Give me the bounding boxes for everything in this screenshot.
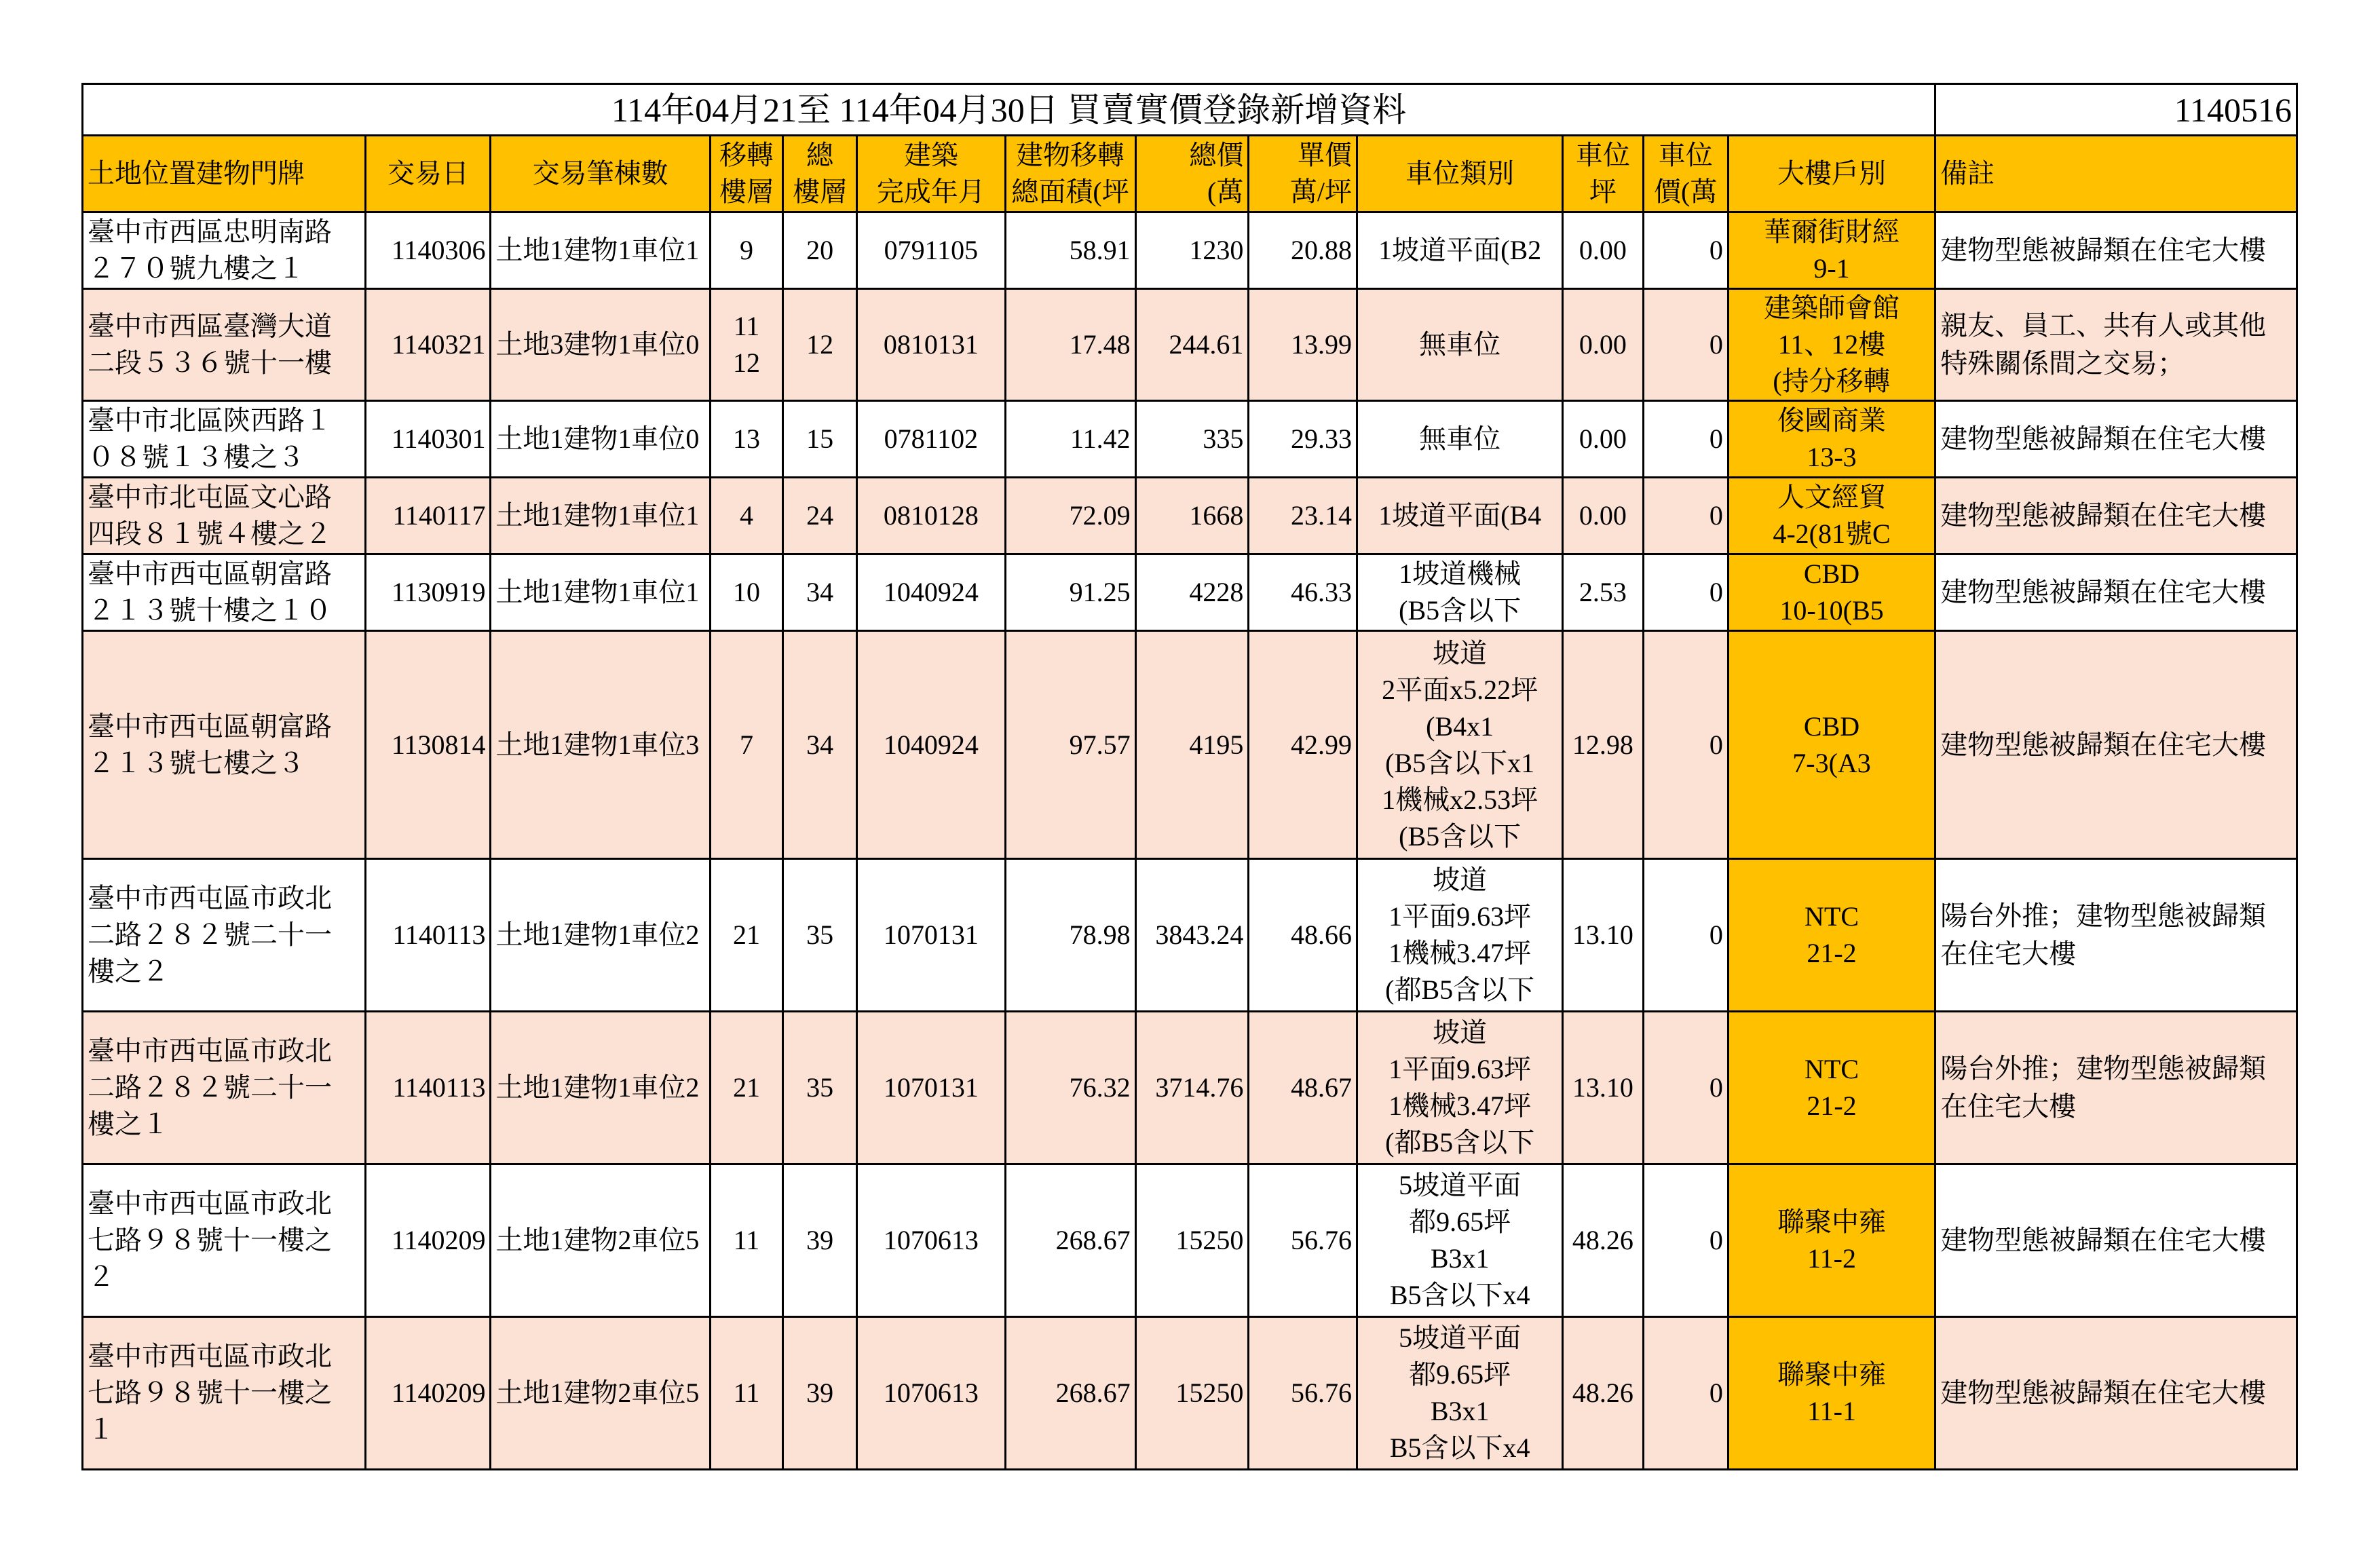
cell-location: 臺中市西屯區市政北 二路２８２號二十一 樓之１ [83, 1012, 366, 1164]
cell-parking-area: 0.00 [1563, 212, 1643, 289]
cell-building: 華爾街財經 9-1 [1728, 212, 1935, 289]
cell-unit-price: 29.33 [1249, 401, 1357, 478]
cell-parking-price: 0 [1643, 1317, 1728, 1470]
cell-parking-area: 0.00 [1563, 478, 1643, 554]
cell-unit-price: 20.88 [1249, 212, 1357, 289]
cell-building: 聯聚中雍 11-1 [1728, 1317, 1935, 1470]
page-title: 114年04月21至 114年04月30日 買賣實價登錄新增資料 [83, 84, 1935, 136]
header-total-floors: 總 樓層 [783, 136, 857, 212]
cell-parking-type: 1坡道平面(B4 [1357, 478, 1563, 554]
cell-parking-type: 無車位 [1357, 401, 1563, 478]
cell-date: 1140306 [366, 212, 491, 289]
cell-built: 0810131 [857, 289, 1005, 401]
cell-parcels: 土地1建物1車位0 [491, 401, 710, 478]
cell-parcels: 土地1建物1車位1 [491, 212, 710, 289]
cell-date: 1140209 [366, 1317, 491, 1470]
title-row [83, 84, 2297, 136]
header-row [83, 136, 2297, 212]
cell-building: 俊國商業 13-3 [1728, 401, 1935, 478]
cell-unit-price: 23.14 [1249, 478, 1357, 554]
cell-total-floors: 34 [783, 631, 857, 859]
cell-floor: 11 [710, 1317, 782, 1470]
cell-parking-type: 坡道 1平面9.63坪 1機械3.47坪 (都B5含以下 [1357, 859, 1563, 1012]
cell-location: 臺中市西屯區朝富路 ２１３號七樓之３ [83, 631, 366, 859]
header-floor: 移轉 樓層 [710, 136, 782, 212]
table-row [83, 859, 2297, 1012]
cell-parcels: 土地1建物1車位1 [491, 554, 710, 631]
cell-parcels: 土地1建物1車位2 [491, 859, 710, 1012]
cell-total-price: 244.61 [1135, 289, 1249, 401]
cell-parcels: 土地3建物1車位0 [491, 289, 710, 401]
cell-parking-price: 0 [1643, 1164, 1728, 1317]
cell-note: 親友、員工、共有人或其他特殊關係間之交易； [1935, 289, 2297, 401]
cell-parking-price: 0 [1643, 289, 1728, 401]
cell-building: NTC 21-2 [1728, 1012, 1935, 1164]
cell-area: 97.57 [1005, 631, 1135, 859]
cell-total-floors: 20 [783, 212, 857, 289]
cell-date: 1140117 [366, 478, 491, 554]
cell-total-floors: 15 [783, 401, 857, 478]
cell-location: 臺中市西區忠明南路 ２７０號九樓之１ [83, 212, 366, 289]
cell-built: 0791105 [857, 212, 1005, 289]
cell-built: 1070131 [857, 859, 1005, 1012]
cell-parking-price: 0 [1643, 212, 1728, 289]
cell-total-price: 1230 [1135, 212, 1249, 289]
cell-total-price: 3714.76 [1135, 1012, 1249, 1164]
cell-parcels: 土地1建物1車位1 [491, 478, 710, 554]
header-area: 建物移轉 總面積(坪 [1005, 136, 1135, 212]
cell-built: 0810128 [857, 478, 1005, 554]
header-parcels: 交易筆棟數 [491, 136, 710, 212]
cell-unit-price: 48.67 [1249, 1012, 1357, 1164]
cell-unit-price: 48.66 [1249, 859, 1357, 1012]
cell-parking-price: 0 [1643, 554, 1728, 631]
cell-parking-type: 1坡道機械 (B5含以下 [1357, 554, 1563, 631]
cell-date: 1140113 [366, 859, 491, 1012]
table-row [83, 289, 2297, 401]
cell-floor: 21 [710, 1012, 782, 1164]
cell-area: 76.32 [1005, 1012, 1135, 1164]
cell-area: 58.91 [1005, 212, 1135, 289]
header-parking-area: 車位 坪 [1563, 136, 1643, 212]
cell-area: 17.48 [1005, 289, 1135, 401]
cell-floor: 13 [710, 401, 782, 478]
cell-note: 建物型態被歸類在住宅大樓 [1935, 554, 2297, 631]
header-note: 備註 [1935, 136, 2297, 212]
cell-built: 1070613 [857, 1164, 1005, 1317]
cell-unit-price: 42.99 [1249, 631, 1357, 859]
cell-location: 臺中市西屯區市政北 七路９８號十一樓之 ２ [83, 1164, 366, 1317]
cell-date: 1140321 [366, 289, 491, 401]
cell-building: CBD 10-10(B5 [1728, 554, 1935, 631]
cell-total-price: 15250 [1135, 1164, 1249, 1317]
table-row [83, 212, 2297, 289]
cell-location: 臺中市西屯區市政北 二路２８２號二十一 樓之２ [83, 859, 366, 1012]
cell-total-price: 4228 [1135, 554, 1249, 631]
cell-parking-price: 0 [1643, 631, 1728, 859]
cell-parking-price: 0 [1643, 478, 1728, 554]
cell-parking-price: 0 [1643, 859, 1728, 1012]
cell-parking-price: 0 [1643, 401, 1728, 478]
cell-date: 1130814 [366, 631, 491, 859]
cell-building: 聯聚中雍 11-2 [1728, 1164, 1935, 1317]
table-row [83, 631, 2297, 859]
cell-unit-price: 56.76 [1249, 1317, 1357, 1470]
cell-area: 91.25 [1005, 554, 1135, 631]
cell-built: 1040924 [857, 554, 1005, 631]
cell-building: 建築師會館 11、12樓 (持分移轉 [1728, 289, 1935, 401]
cell-note: 建物型態被歸類在住宅大樓 [1935, 401, 2297, 478]
cell-total-floors: 35 [783, 1012, 857, 1164]
cell-parcels: 土地1建物1車位3 [491, 631, 710, 859]
cell-total-floors: 34 [783, 554, 857, 631]
cell-area: 78.98 [1005, 859, 1135, 1012]
cell-building: 人文經貿 4-2(81號C [1728, 478, 1935, 554]
cell-area: 268.67 [1005, 1164, 1135, 1317]
cell-parking-type: 5坡道平面 都9.65坪 B3x1 B5含以下x4 [1357, 1164, 1563, 1317]
cell-floor: 11 [710, 1164, 782, 1317]
cell-area: 72.09 [1005, 478, 1135, 554]
cell-built: 1070131 [857, 1012, 1005, 1164]
cell-total-floors: 35 [783, 859, 857, 1012]
cell-area: 268.67 [1005, 1317, 1135, 1470]
table-row [83, 554, 2297, 631]
cell-floor: 9 [710, 212, 782, 289]
cell-building: CBD 7-3(A3 [1728, 631, 1935, 859]
cell-unit-price: 46.33 [1249, 554, 1357, 631]
cell-total-price: 1668 [1135, 478, 1249, 554]
cell-note: 陽台外推；建物型態被歸類在住宅大樓 [1935, 859, 2297, 1012]
header-parking-price: 車位 價(萬 [1643, 136, 1728, 212]
header-location: 土地位置建物門牌 [83, 136, 366, 212]
cell-built: 1070613 [857, 1317, 1005, 1470]
cell-note: 建物型態被歸類在住宅大樓 [1935, 1164, 2297, 1317]
cell-parking-price: 0 [1643, 1012, 1728, 1164]
cell-note: 陽台外推；建物型態被歸類在住宅大樓 [1935, 1012, 2297, 1164]
table-row [83, 1012, 2297, 1164]
cell-total-price: 335 [1135, 401, 1249, 478]
cell-parking-type: 5坡道平面 都9.65坪 B3x1 B5含以下x4 [1357, 1317, 1563, 1470]
header-built: 建築 完成年月 [857, 136, 1005, 212]
cell-unit-price: 56.76 [1249, 1164, 1357, 1317]
cell-total-floors: 24 [783, 478, 857, 554]
table-row [83, 478, 2297, 554]
table-row [83, 1164, 2297, 1317]
cell-date: 1140113 [366, 1012, 491, 1164]
cell-built: 0781102 [857, 401, 1005, 478]
cell-date: 1130919 [366, 554, 491, 631]
cell-note: 建物型態被歸類在住宅大樓 [1935, 212, 2297, 289]
cell-floor: 7 [710, 631, 782, 859]
cell-parking-area: 2.53 [1563, 554, 1643, 631]
cell-location: 臺中市西區臺灣大道 二段５３６號十一樓 [83, 289, 366, 401]
header-building: 大樓戶別 [1728, 136, 1935, 212]
cell-date: 1140301 [366, 401, 491, 478]
transaction-table [81, 83, 2298, 1470]
cell-parking-type: 坡道 2平面x5.22坪 (B4x1 (B5含以下x1 1機械x2.53坪 (B5含以下 [1357, 631, 1563, 859]
cell-parcels: 土地1建物2車位5 [491, 1164, 710, 1317]
cell-building: NTC 21-2 [1728, 859, 1935, 1012]
cell-built: 1040924 [857, 631, 1005, 859]
header-total-price: 總價 (萬 [1135, 136, 1249, 212]
cell-total-price: 15250 [1135, 1317, 1249, 1470]
cell-parcels: 土地1建物1車位2 [491, 1012, 710, 1164]
cell-floor: 10 [710, 554, 782, 631]
cell-parking-type: 1坡道平面(B2 [1357, 212, 1563, 289]
cell-unit-price: 13.99 [1249, 289, 1357, 401]
cell-date: 1140209 [366, 1164, 491, 1317]
cell-floor: 21 [710, 859, 782, 1012]
cell-parking-area: 13.10 [1563, 1012, 1643, 1164]
header-date: 交易日 [366, 136, 491, 212]
cell-note: 建物型態被歸類在住宅大樓 [1935, 1317, 2297, 1470]
cell-floor: 11 12 [710, 289, 782, 401]
cell-parking-area: 0.00 [1563, 401, 1643, 478]
cell-note: 建物型態被歸類在住宅大樓 [1935, 631, 2297, 859]
cell-area: 11.42 [1005, 401, 1135, 478]
cell-parcels: 土地1建物2車位5 [491, 1317, 710, 1470]
cell-parking-area: 48.26 [1563, 1164, 1643, 1317]
header-parking-type: 車位類別 [1357, 136, 1563, 212]
cell-parking-type: 坡道 1平面9.63坪 1機械3.47坪 (都B5含以下 [1357, 1012, 1563, 1164]
cell-parking-area: 0.00 [1563, 289, 1643, 401]
table-row [83, 1317, 2297, 1470]
header-unit-price: 單價 萬/坪 [1249, 136, 1357, 212]
cell-parking-area: 13.10 [1563, 859, 1643, 1012]
cell-total-price: 3843.24 [1135, 859, 1249, 1012]
cell-total-floors: 39 [783, 1317, 857, 1470]
cell-total-price: 4195 [1135, 631, 1249, 859]
cell-parking-area: 12.98 [1563, 631, 1643, 859]
cell-total-floors: 12 [783, 289, 857, 401]
cell-location: 臺中市西屯區朝富路 ２１３號十樓之１０ [83, 554, 366, 631]
cell-floor: 4 [710, 478, 782, 554]
cell-location: 臺中市北區陝西路１ ０８號１３樓之３ [83, 401, 366, 478]
report-code: 1140516 [1935, 84, 2297, 136]
cell-parking-area: 48.26 [1563, 1317, 1643, 1470]
cell-location: 臺中市北屯區文心路 四段８１號４樓之２ [83, 478, 366, 554]
cell-location: 臺中市西屯區市政北 七路９８號十一樓之 １ [83, 1317, 366, 1470]
cell-note: 建物型態被歸類在住宅大樓 [1935, 478, 2297, 554]
cell-parking-type: 無車位 [1357, 289, 1563, 401]
cell-total-floors: 39 [783, 1164, 857, 1317]
table-row [83, 401, 2297, 478]
